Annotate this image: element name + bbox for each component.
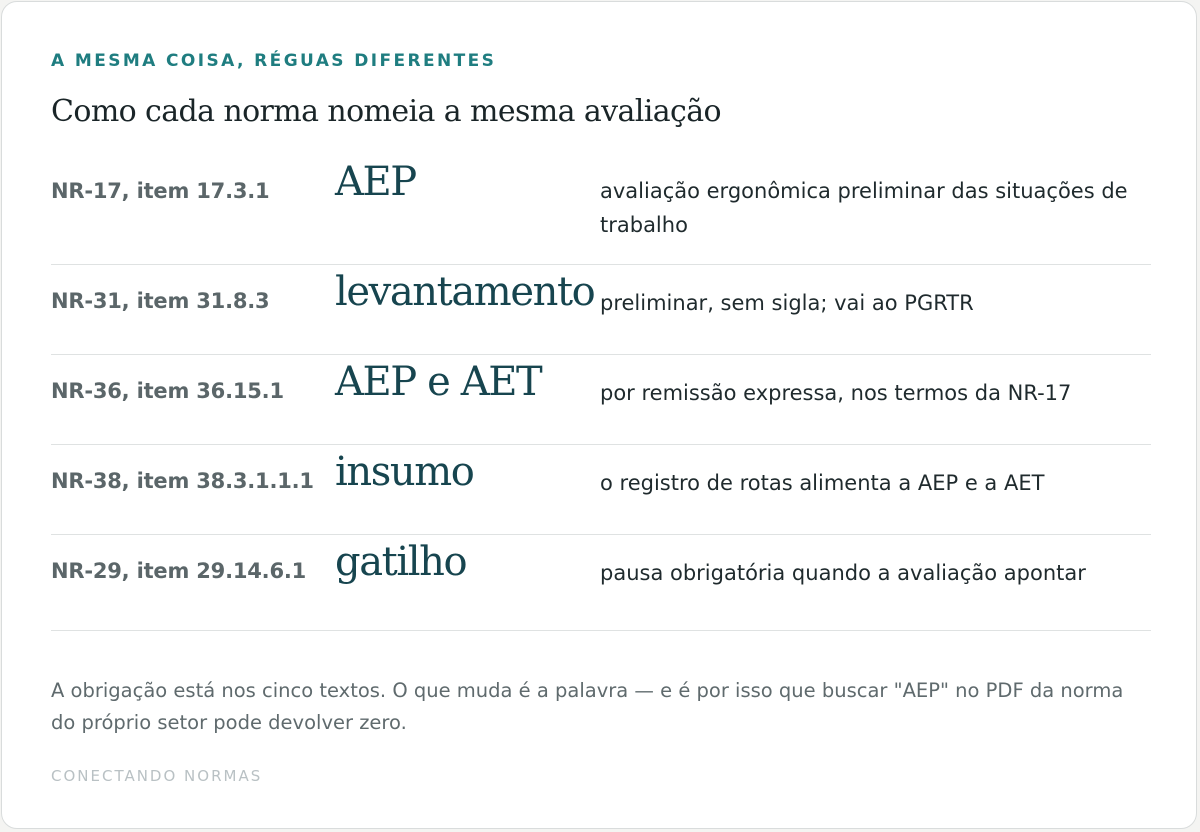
norm-reference: NR-31, item 31.8.3 bbox=[51, 289, 270, 313]
norm-reference: NR-17, item 17.3.1 bbox=[51, 179, 270, 203]
norm-term: AEP bbox=[335, 159, 416, 205]
norm-reference: NR-38, item 38.3.1.1.1 bbox=[51, 469, 314, 493]
comparison-list bbox=[51, 155, 1151, 631]
norm-description: avaliação ergonômica preliminar das situações de trabalho bbox=[600, 179, 1128, 237]
card bbox=[1, 1, 1197, 829]
norm-term: AEP e AET bbox=[335, 359, 542, 405]
norm-term: gatilho bbox=[335, 539, 467, 585]
norm-reference: NR-36, item 36.15.1 bbox=[51, 379, 284, 403]
list-item bbox=[51, 445, 1151, 535]
list-item bbox=[51, 265, 1151, 355]
norm-term: levantamento bbox=[335, 269, 595, 315]
norm-description: pausa obrigatória quando a avaliação apontar bbox=[600, 561, 1086, 585]
list-item bbox=[51, 355, 1151, 445]
norm-description: por remissão expressa, nos termos da NR-17 bbox=[600, 381, 1072, 405]
card-title: Como cada norma nomeia a mesma avaliação bbox=[51, 94, 721, 129]
norm-description: o registro de rotas alimenta a AEP e a AET bbox=[600, 471, 1045, 495]
footnote-text: A obrigação está nos cinco textos. O que muda é a palavra — e é por isso que buscar "AEP" no PDF da norma do próprio setor pode devolver zero. bbox=[51, 679, 1124, 734]
eyebrow-label: A MESMA COISA, RÉGUAS DIFERENTES bbox=[51, 51, 497, 71]
norm-term: insumo bbox=[335, 449, 474, 495]
brand-label: CONECTANDO NORMAS bbox=[51, 767, 263, 785]
norm-reference: NR-29, item 29.14.6.1 bbox=[51, 559, 307, 583]
norm-description: preliminar, sem sigla; vai ao PGRTR bbox=[600, 291, 974, 315]
list-item bbox=[51, 535, 1151, 631]
list-item bbox=[51, 155, 1151, 265]
